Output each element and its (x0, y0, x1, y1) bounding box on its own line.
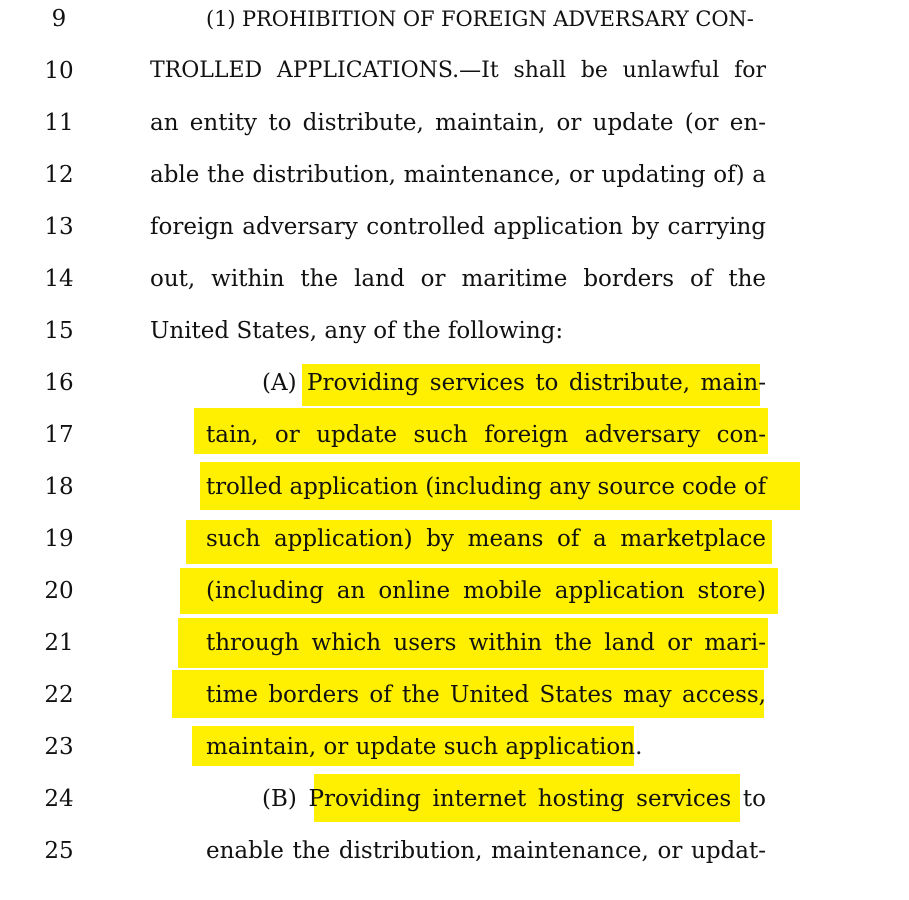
text-line (0, 104, 909, 156)
text-line (0, 52, 909, 104)
line-text: (A) Providing services to distribute, main- (262, 370, 766, 396)
line-number: 10 (44, 58, 74, 84)
line-text: (B) Providing internet hosting services to (262, 786, 766, 812)
text-line (0, 312, 909, 364)
line-text: able the distribution, maintenance, or updating of) a (150, 162, 766, 188)
text-line (0, 624, 909, 676)
line-text: such application) by means of a marketplace (206, 526, 766, 552)
line-text: United States, any of the following: (150, 318, 564, 344)
line-number: 21 (44, 630, 74, 656)
line-text: time borders of the United States may access, (206, 682, 766, 708)
text-line (0, 260, 909, 312)
line-text: trolled application (including any source code of (206, 474, 766, 500)
line-number: 25 (44, 838, 74, 864)
line-text: tain, or update such foreign adversary con- (206, 422, 766, 448)
line-text: foreign adversary controlled application by carrying (150, 214, 766, 240)
line-number: 12 (44, 162, 74, 188)
line-number: 24 (44, 786, 74, 812)
line-number: 11 (44, 110, 74, 136)
text-line (0, 156, 909, 208)
text-line (0, 832, 909, 884)
line-text: enable the distribution, maintenance, or updat- (206, 838, 766, 864)
line-text: (1) PROHIBITION OF FOREIGN ADVERSARY CON- (206, 7, 754, 31)
line-number: 13 (44, 214, 74, 240)
text-line (0, 676, 909, 728)
text-line (0, 572, 909, 624)
line-number: 14 (44, 266, 74, 292)
line-number: 15 (44, 318, 74, 344)
line-number: 20 (44, 578, 74, 604)
text-line (0, 728, 909, 780)
line-number: 19 (44, 526, 74, 552)
text-line (0, 208, 909, 260)
line-text: TROLLED APPLICATIONS.—It shall be unlawful for (150, 58, 766, 83)
line-text: out, within the land or maritime borders of the (150, 266, 766, 292)
line-text: maintain, or update such application. (206, 734, 643, 760)
line-number: 23 (44, 734, 74, 760)
text-line (0, 416, 909, 468)
line-number: 22 (44, 682, 74, 708)
line-number: 9 (51, 6, 67, 32)
line-number: 18 (44, 474, 74, 500)
text-line (0, 0, 909, 52)
line-number: 16 (44, 370, 74, 396)
line-number: 17 (44, 422, 74, 448)
line-text: an entity to distribute, maintain, or update (or en- (150, 110, 766, 136)
text-line (0, 780, 909, 832)
line-text: (including an online mobile application store) (206, 578, 766, 604)
line-text: through which users within the land or mari- (206, 630, 766, 656)
text-line (0, 520, 909, 572)
text-line (0, 468, 909, 520)
